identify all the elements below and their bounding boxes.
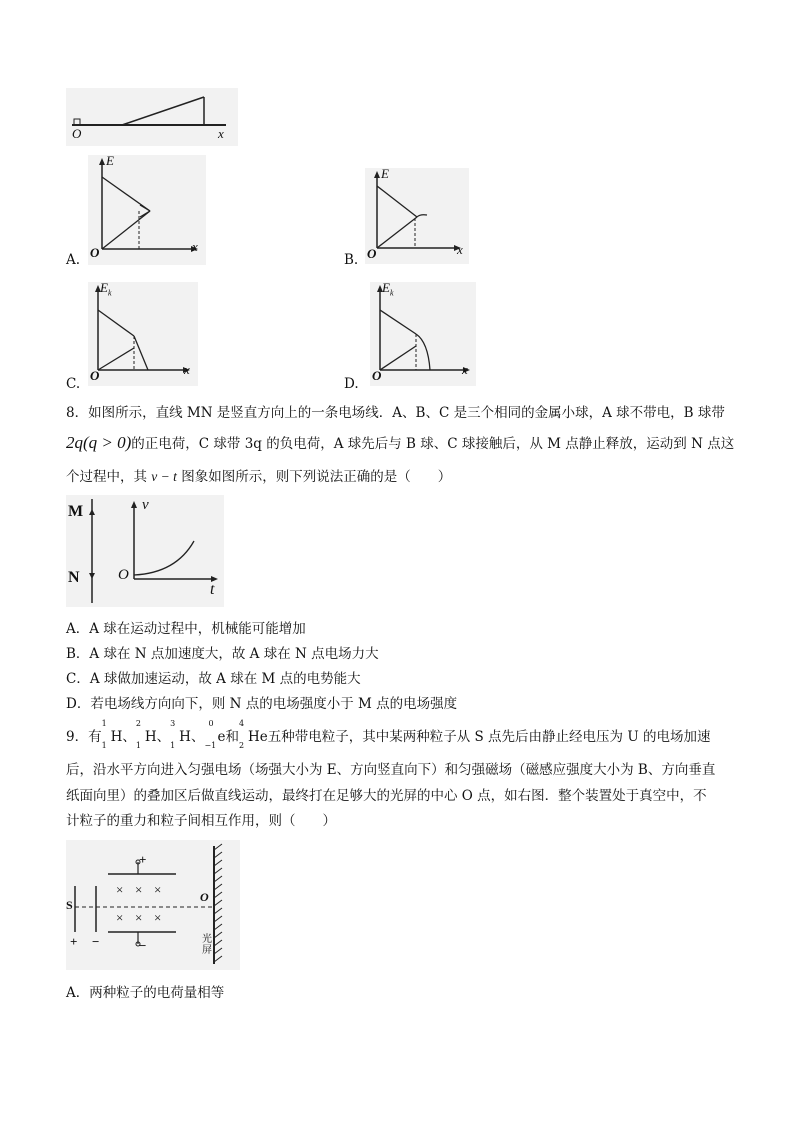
q8-line2: [66, 433, 734, 454]
q8-line1: 8．如图所示，直线 MN 是竖直方向上的一条电场线．A、B、C 是三个相同的金属小球，A 球不带电，B 球带: [66, 405, 725, 421]
particle-e: 0 −1 e: [204, 719, 226, 750]
option-a-graph: [88, 155, 206, 265]
x-label: x: [462, 362, 468, 377]
particle-h3: 3 1 H: [170, 719, 191, 750]
t-label: t: [210, 581, 215, 598]
x-label: x: [218, 126, 224, 141]
q9-figure: [66, 840, 240, 970]
incline-svg: [66, 88, 238, 146]
line-down: [102, 177, 150, 211]
y-label: E: [106, 153, 114, 168]
particle-he: 4 2 He: [238, 719, 268, 750]
q8-line3-prefix: 个过程中，其: [66, 469, 147, 485]
origin-label: O: [90, 245, 100, 260]
cross-mark: ×: [135, 882, 143, 897]
x-label: x: [184, 362, 190, 377]
particle-h2: 2 1 H: [135, 719, 157, 750]
q9-prefix: 9．有: [66, 729, 102, 745]
incline-figure: [66, 88, 238, 146]
vt-curve: [134, 541, 194, 575]
option-d-letter: D.: [344, 376, 359, 392]
option-b-graph: [365, 168, 469, 264]
q8-vt: v − t: [151, 469, 177, 484]
option-b-letter: B.: [344, 252, 359, 268]
y-label: $E_k$: [382, 280, 394, 298]
q8-line2-text: 的正电荷，C 球带 3q 的负电荷，A 球先后与 B 球、C 球接触后，从 M 点静止释放，运动到 N 点这: [131, 436, 735, 452]
y-label: $E_k$: [100, 280, 112, 298]
minus-left: −: [92, 934, 100, 949]
y-label: E: [381, 166, 389, 181]
q9-line4: 计粒子的重力和粒子间相互作用，则（ ）: [66, 813, 336, 829]
screen-label: 光屏: [202, 934, 212, 956]
cross-mark: ×: [116, 882, 124, 897]
q9-line2: 后，沿水平方向进入匀强电场（场强大小为 E、方向竖直向下）和匀强磁场（磁感应强度大小为 B、方向垂直: [66, 762, 716, 778]
q8-option-b: B．A 球在 N 点加速度大，故 A 球在 N 点电场力大: [66, 646, 379, 662]
q8-charge: 2q(q > 0): [66, 433, 132, 452]
s-label: S: [66, 898, 73, 912]
q8-line3-suffix: 图象如图所示，则下列说法正确的是（ ）: [181, 469, 452, 485]
m-label: M: [68, 503, 84, 520]
cross-mark: ×: [154, 910, 162, 925]
q8-figure: [66, 495, 224, 607]
q8-option-c: C．A 球做加速运动，故 A 球在 M 点的电势能大: [66, 671, 361, 687]
q9-line1-rest: 五种带电粒子，其中某两种粒子从 S 点先后由静止经电压为 U 的电场加速: [267, 729, 711, 745]
option-a-letter: A.: [66, 252, 81, 268]
q9-line3: 纸面向里）的叠加区后做直线运动，最终打在足够大的光屏的中心 O 点，如右图．整个装置处于真空中，不: [66, 788, 707, 804]
option-c-letter: C.: [66, 376, 81, 392]
origin-label: O: [90, 368, 100, 383]
plus-top: +: [139, 852, 147, 867]
incline-slope: [122, 97, 204, 125]
origin-label: O: [118, 567, 129, 583]
q8-option-d: D．若电场线方向向下，则 N 点的电场强度小于 M 点的电场强度: [66, 696, 458, 712]
option-c-graph: [88, 282, 198, 386]
origin-label: O: [367, 246, 377, 261]
o-label: O: [200, 890, 209, 904]
option-d-graph: [370, 282, 476, 386]
line-up: [102, 211, 150, 249]
q9-line1: 9．有 1 1 H、 2 1 H、 3 1 H、 0 −1 e和 4 2 He五种带电粒子，其中某两种粒子从 S 点先后由静止经电压为 U 的电场加速: [66, 719, 711, 750]
minus-bottom: −: [139, 938, 147, 953]
q9-option-a: A．两种粒子的电荷量相等: [66, 985, 225, 1001]
x-label: x: [192, 239, 198, 254]
cross-mark: ×: [154, 882, 162, 897]
origin-label: O: [72, 126, 82, 141]
cross-mark: ×: [135, 910, 143, 925]
x-label: x: [457, 242, 463, 257]
cross-mark: ×: [116, 910, 124, 925]
particle-h1: 1 1 H: [101, 719, 123, 750]
origin-label: O: [372, 368, 382, 383]
q8-option-a: A．A 球在运动过程中，机械能可能增加: [66, 621, 306, 637]
q8-line3: [66, 467, 451, 487]
plus-left: +: [70, 934, 78, 949]
v-label: v: [142, 497, 149, 513]
n-label: N: [68, 569, 80, 586]
